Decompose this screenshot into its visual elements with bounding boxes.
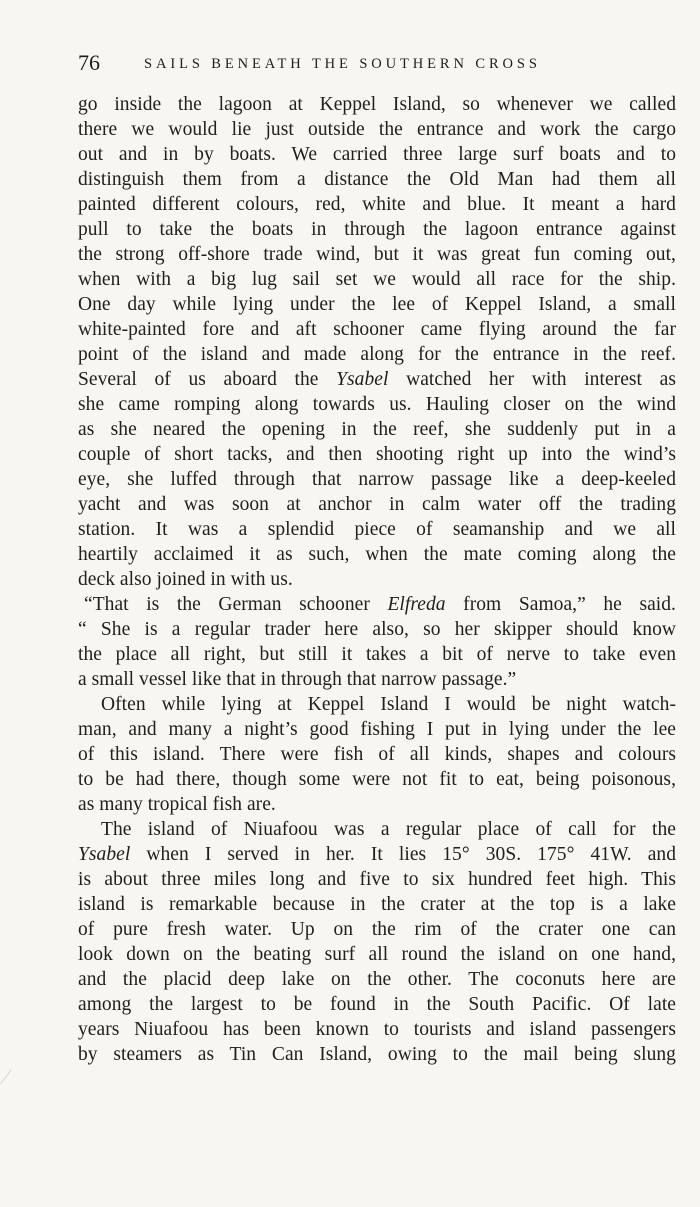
text-line: as she neared the opening in the reef, she suddenly put in a xyxy=(78,419,676,440)
running-title: SAILS BENEATH THE SOUTHERN CROSS xyxy=(144,56,541,72)
running-head xyxy=(78,48,676,78)
paragraph-4 xyxy=(78,817,676,1067)
text-line: point of the island and made along for the entrance in the reef. xyxy=(78,344,676,365)
text-line: eye, she luffed through that narrow passage like a deep-keeled xyxy=(78,469,676,490)
text-line: The island of Niuafoou was a regular place of call for the xyxy=(101,819,676,840)
text-line: of this island. There were fish of all kinds, shapes and colours xyxy=(78,744,676,765)
paragraph-1 xyxy=(78,92,676,592)
text-line: among the largest to be found in the South Pacific. Of late xyxy=(78,994,676,1015)
text-line: there we would lie just outside the entrance and work the cargo xyxy=(78,119,676,140)
text-line: a small vessel like that in through that narrow passage.” xyxy=(78,669,517,690)
text-line: painted different colours, red, white and blue. It meant a hard xyxy=(78,194,676,215)
margin-mark xyxy=(0,1069,23,1092)
text-line: by steamers as Tin Can Island, owing to the mail being slung xyxy=(78,1044,676,1065)
text-line: deck also joined in with us. xyxy=(78,569,293,590)
text-line: station. It was a splendid piece of seamanship and we all xyxy=(78,519,676,540)
ship-name-italic: Ysabel xyxy=(78,844,131,865)
page-number: 76 xyxy=(78,50,100,75)
text-line: Often while lying at Keppel Island I would be night watch- xyxy=(101,694,676,715)
text-segment: from Samoa,” he said. xyxy=(445,594,676,615)
ship-name-italic: Ysabel xyxy=(336,369,389,390)
text-line: yacht and was soon at anchor in calm water off the trading xyxy=(78,494,676,515)
text-line: when with a big lug sail set we would all race for the ship. xyxy=(78,269,676,290)
text-line: pull to take the boats in through the lagoon entrance against xyxy=(78,219,676,240)
paragraph-2 xyxy=(78,592,676,692)
text-line: island is remarkable because in the crater at the top is a lake xyxy=(78,894,676,915)
paragraph-3 xyxy=(78,692,676,817)
text-line: years Niuafoou has been known to tourists and island passengers xyxy=(78,1019,676,1040)
text-line: look down on the beating surf all round the island on one hand, xyxy=(78,944,676,965)
text-line: “ She is a regular trader here also, so her skipper should know xyxy=(78,619,676,640)
text-line: to be had there, though some were not fit to eat, being poisonous, xyxy=(78,769,676,790)
text-line: is about three miles long and five to six hundred feet high. This xyxy=(78,869,676,890)
text-line xyxy=(78,367,676,392)
text-line: and the placid deep lake on the other. The coconuts here are xyxy=(78,969,676,990)
text-segment: when I served in her. It lies 15° 30S. 175° 41W. and xyxy=(130,844,676,865)
text-line: of pure fresh water. Up on the rim of the crater one can xyxy=(78,919,676,940)
text-line: go inside the lagoon at Keppel Island, so whenever we called xyxy=(78,94,676,115)
text-line: out and in by boats. We carried three large surf boats and to xyxy=(78,144,676,165)
text-line: she came romping along towards us. Hauling closer on the wind xyxy=(78,394,676,415)
text-line: the strong off-shore trade wind, but it was great fun coming out, xyxy=(78,244,676,265)
text-segment: “That is the German schooner xyxy=(84,594,388,615)
text-line: One day while lying under the lee of Keppel Island, a small xyxy=(78,294,676,315)
text-line: distinguish them from a distance the Old Man had them all xyxy=(78,169,676,190)
text-line: as many tropical fish are. xyxy=(78,794,276,815)
text-line: the place all right, but still it takes a bit of nerve to take even xyxy=(78,644,676,665)
text-line xyxy=(78,842,676,867)
text-line: man, and many a night’s good fishing I put in lying under the lee xyxy=(78,719,676,740)
text-line: couple of short tacks, and then shooting right up into the wind’s xyxy=(78,444,676,465)
text-line: white-painted fore and aft schooner came flying around the far xyxy=(78,319,676,340)
body-text xyxy=(78,92,676,1067)
text-line xyxy=(78,592,676,617)
text-line: heartily acclaimed it as such, when the mate coming along the xyxy=(78,544,676,565)
text-segment: Several of us aboard the xyxy=(78,369,337,390)
text-segment: watched her with interest as xyxy=(388,369,676,390)
ship-name-italic: Elfreda xyxy=(387,594,446,615)
